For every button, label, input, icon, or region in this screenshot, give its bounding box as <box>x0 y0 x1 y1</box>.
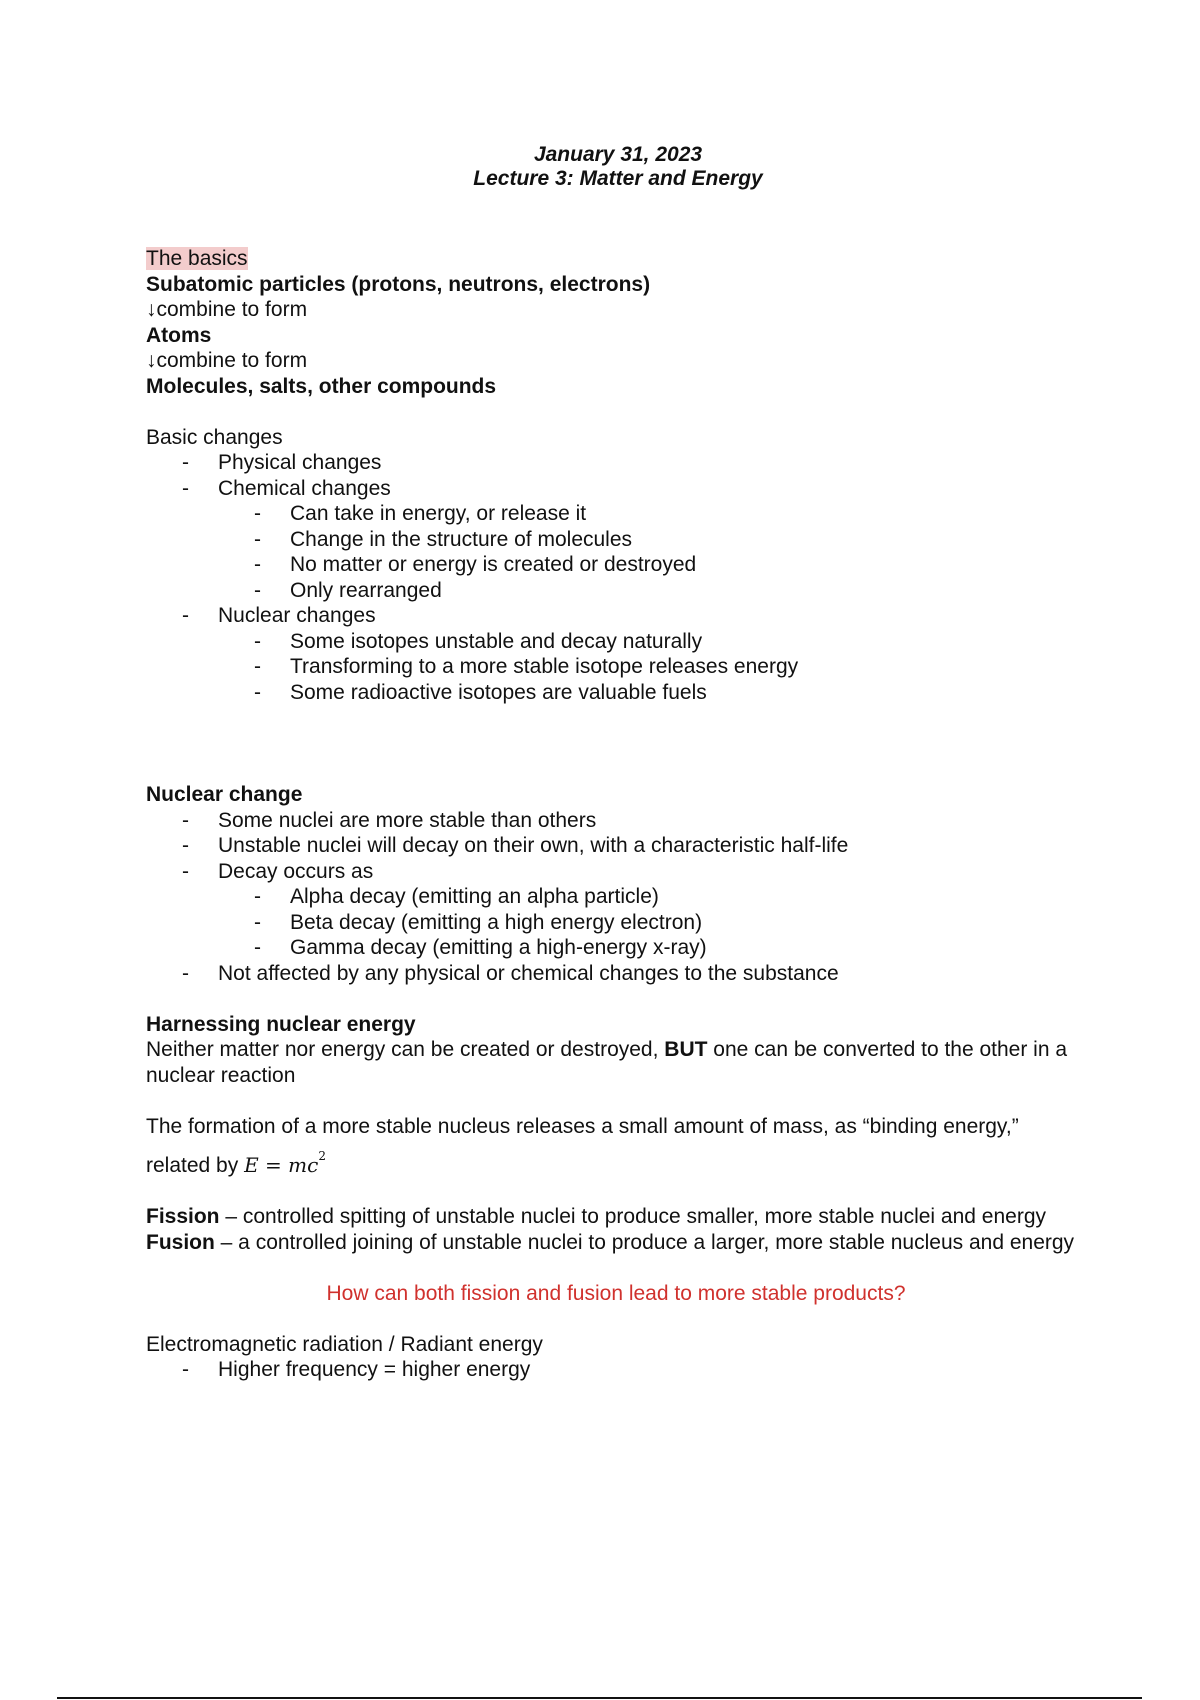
list-item: - Alpha decay (emitting an alpha particle) <box>254 885 659 908</box>
harnessing-heading: Harnessing nuclear energy <box>146 1012 416 1036</box>
radiation-list <box>146 1357 1086 1383</box>
list-item: - Change in the structure of molecules <box>254 527 633 551</box>
list-item: - Beta decay (emitting a high energy electron) <box>254 910 703 934</box>
notes-body <box>146 246 1086 1383</box>
list-item: - Some nuclei are more stable than others <box>182 808 597 832</box>
list-item: - Decay occurs as - Alpha decay (emitting an alpha particle) - Beta decay (emitting a high energy electron) - Gamma decay (emitting a high-energy x-ray) <box>146 859 1086 961</box>
radiation-heading: Electromagnetic radiation / Radiant energy <box>146 1332 543 1356</box>
basic-changes-heading: Basic changes <box>146 425 283 449</box>
list-item: - Can take in energy, or release it <box>254 502 587 525</box>
list-item: - No matter or energy is created or destroyed <box>254 553 697 576</box>
nuclear-change-list <box>146 808 1086 987</box>
document-header <box>0 143 1200 191</box>
mass-energy-equation: $E = mc^2$ <box>244 1149 326 1177</box>
atoms-label: Atoms <box>146 323 212 347</box>
list-item: - Transforming to a more stable isotope releases energy <box>254 655 799 678</box>
list-item: - Not affected by any physical or chemical changes to the substance <box>182 961 839 985</box>
molecules-label: Molecules, salts, other compounds <box>146 374 497 398</box>
decay-types-list <box>218 884 1086 961</box>
nuclear-change-heading: Nuclear change <box>146 783 303 806</box>
fission-definition: Fission – controlled spitting of unstable nuclei to produce smaller, more stable nuclei and energy <box>146 1205 1047 1228</box>
combine-arrow-2: ↓combine to form <box>146 349 308 372</box>
fusion-definition: Fusion – a controlled joining of unstable nuclei to produce a larger, more stable nucleus and energy <box>146 1230 1075 1254</box>
highlighted-question: How can both fission and fusion lead to more stable products? <box>326 1281 906 1305</box>
footer-divider <box>57 1697 1142 1699</box>
list-item: - Higher frequency = higher energy <box>182 1358 531 1381</box>
lecture-title: Lecture 3: Matter and Energy <box>473 167 763 190</box>
subatomic-particles: Subatomic particles (protons, neutrons, electrons) <box>146 272 651 296</box>
lecture-date: January 31, 2023 <box>533 143 703 166</box>
list-item: - Chemical changes - Can take in energy, or release it - Change in the structure of molecules - No matter or energy is created or destroyed - Only rearranged <box>146 476 1086 604</box>
combine-arrow-1: ↓combine to form <box>146 298 308 321</box>
list-item: - Some isotopes unstable and decay naturally <box>254 629 703 653</box>
list-item: - Unstable nuclei will decay on their own, with a characteristic half-life <box>182 834 849 857</box>
list-item: - Only rearranged <box>254 578 442 602</box>
basic-changes-list <box>146 450 1086 705</box>
chemical-changes-list <box>218 501 1086 603</box>
binding-energy-line: The formation of a more stable nucleus releases a small amount of mass, as “binding energy,” <box>146 1114 1019 1138</box>
equation-line: related by $E = mc^2$ <box>146 1149 326 1177</box>
list-item: - Gamma decay (emitting a high-energy x-ray) <box>254 936 707 959</box>
list-item: - Some radioactive isotopes are valuable fuels <box>254 680 707 704</box>
list-item: - Nuclear changes - Some isotopes unstable and decay naturally - Transforming to a more stable isotope releases energy - Some radioactive isotopes are valuable fuels <box>146 603 1086 705</box>
list-item: - Physical changes <box>182 451 382 474</box>
basics-heading: The basics <box>146 247 248 270</box>
conservation-paragraph: Neither matter nor energy can be created or destroyed, BUT one can be converted to the other in a nuclear reaction <box>146 1038 1068 1087</box>
nuclear-changes-list <box>218 629 1086 706</box>
